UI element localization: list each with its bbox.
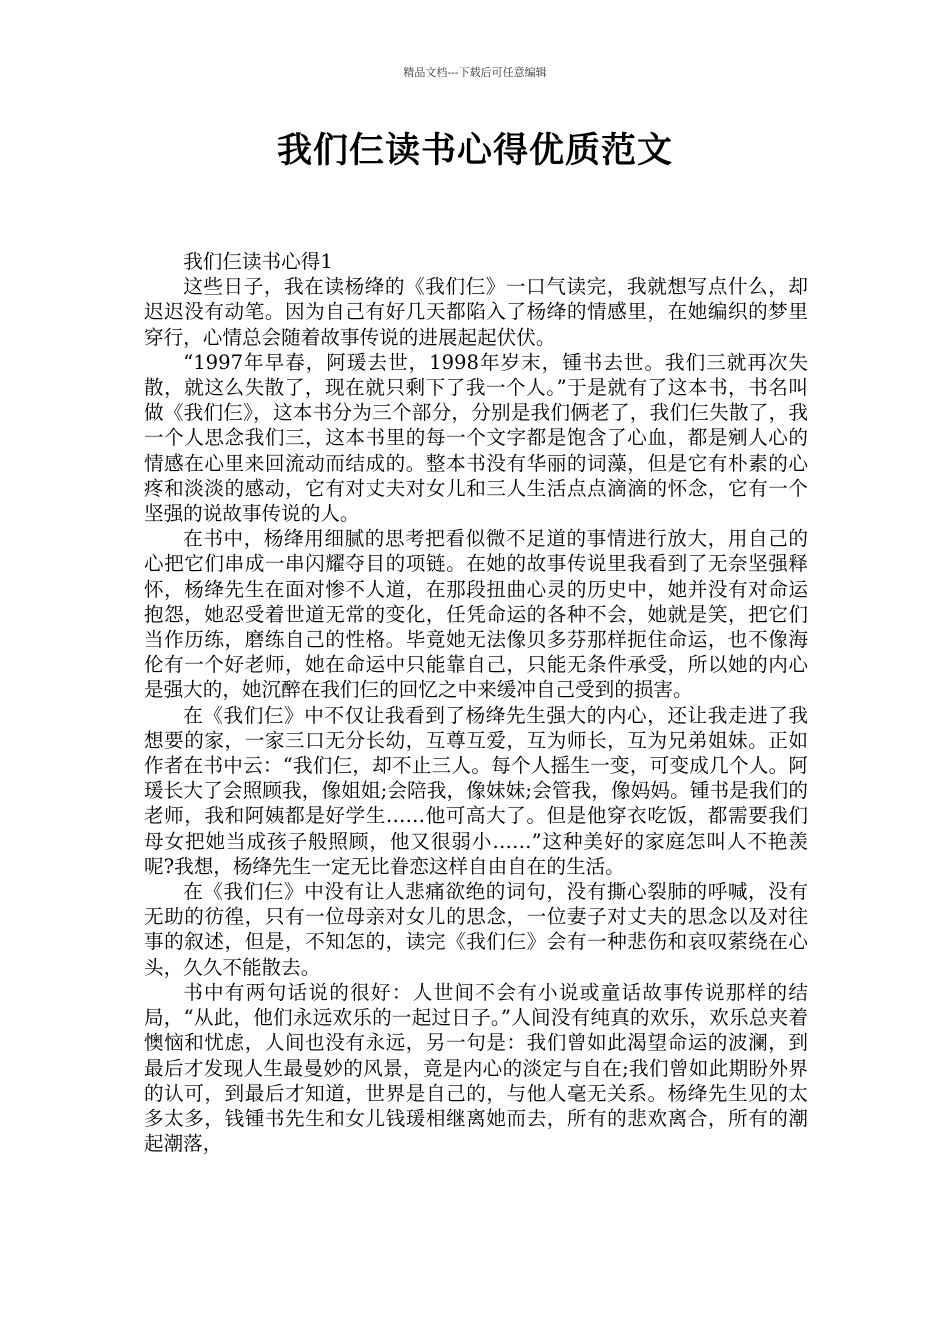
section-heading: 我们仨读书心得1 bbox=[183, 250, 333, 273]
body-paragraph: 在《我们仨》中没有让人悲痛欲绝的词句，没有撕心裂肺的呼喊，没有无助的彷徨，只有一位母亲对女儿的思念，一位妻子对丈夫的思念以及对往事的叙述，但是，不知怎的，读完《我们仨》会有一种悲伤和哀叹萦绕在心头，久久不能散去。 bbox=[144, 880, 808, 979]
document-body bbox=[144, 249, 808, 1156]
body-paragraph: 在《我们仨》中不仅让我看到了杨绛先生强大的内心，还让我走进了我想要的家，一家三口无分长幼，互尊互爱，互为师长，互为兄弟姐妹。正如作者在书中云：“我们仨，却不止三人。每个人摇生一变，可变成几个人。阿瑗长大了会照顾我，像姐姐;会陪我，像妹妹;会管我，像妈妈。锺书是我们的老师，我和阿姨都是好学生……他可高大了。但是他穿衣吃饭，都需要我们母女把她当成孩子般照顾，他又很弱小……”这种美好的家庭怎叫人不艳羡呢?我想，杨绛先生一定无比眷恋这样自由自在的生活。 bbox=[144, 703, 808, 878]
document-title: 我们仨读书心得优质范文 bbox=[276, 131, 673, 171]
body-paragraph: 在书中，杨绛用细腻的思考把看似微不足道的事情进行放大，用自己的心把它们串成一串闪耀夺目的项链。在她的故事传说里我看到了无奈坚强释怀，杨绛先生在面对惨不人道，在那段扭曲心灵的历史中，她并没有对命运抱怨，她忍受着世道无常的变化，任凭命运的各种不会，她就是笑，把它们当作历练，磨练自己的性格。毕竟她无法像贝多芬那样扼住命运，也不像海伦有一个好老师，她在命运中只能靠自己，只能无条件承受，所以她的内心是强大的，她沉醉在我们仨的回忆之中来缓冲自己受到的损害。 bbox=[144, 527, 808, 702]
body-paragraph: 书中有两句话说的很好：人世间不会有小说或童话故事传说那样的结局，“从此，他们永远欢乐的一起过日子。”人间没有纯真的欢乐，欢乐总夹着懊恼和忧虑，人间也没有永远，另一句是：我们曾如此渴望命运的波澜，到最后才发现人生最曼妙的风景，竟是内心的淡定与自在;我们曾如此期盼外界的认可，到最后才知道，世界是自己的，与他人毫无关系。杨绛先生见的太多太多，钱锺书先生和女儿钱瑗相继离她而去，所有的悲欢离合，所有的潮起潮落， bbox=[144, 980, 808, 1156]
page-header: 精品文档---下载后可任意编辑 bbox=[403, 66, 547, 79]
body-paragraph: 这些日子，我在读杨绛的《我们仨》一口气读完，我就想写点什么，却迟迟没有动笔。因为自己有好几天都陷入了杨绛的情感里，在她编织的梦里穿行，心情总会随着故事传说的进展起起伏伏。 bbox=[144, 275, 808, 349]
body-paragraph: “1997年早春，阿瑗去世，1998年岁末，锺书去世。我们三就再次失散，就这么失散了，现在就只剩下了我一个人。”于是就有了这本书，书名叫做《我们仨》，这本书分为三个部分，分别是我们俩老了，我们仨失散了，我一个人思念我们三，这本书里的每一个文字都是饱含了心血，都是剜人心的情感在心里来回流动而结成的。整本书没有华丽的词藻，但是它有朴素的心疼和淡淡的感动，它有对丈夫对女儿和三人生活点点滴滴的怀念，它有一个坚强的说故事传说的人。 bbox=[144, 350, 808, 526]
